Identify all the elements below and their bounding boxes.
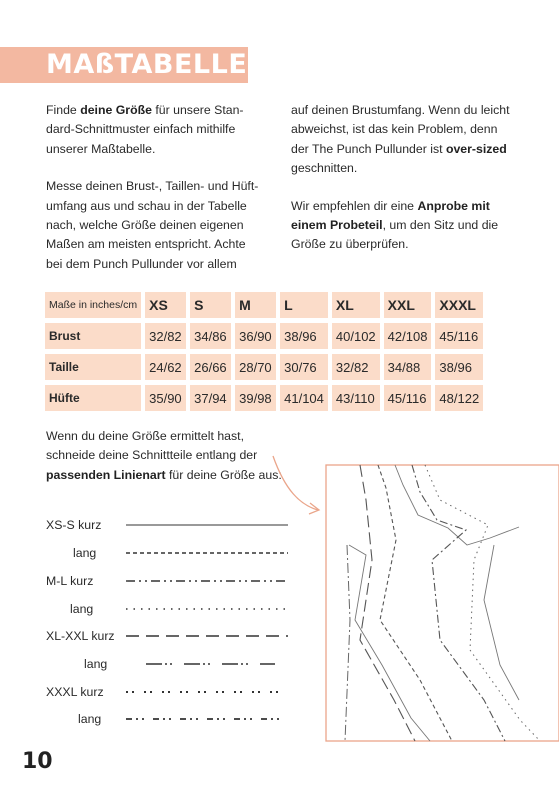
legend-label: M-L kurz: [46, 574, 94, 588]
bold-text: deine Größe: [80, 103, 152, 117]
table-cell: 41/104: [280, 385, 328, 411]
text-run: Wir empfehlen dir eine: [291, 198, 418, 213]
size-header: S: [190, 292, 231, 318]
size-header: XL: [332, 292, 380, 318]
legend-label: lang: [73, 546, 97, 560]
table-cell: 37/94: [190, 385, 231, 411]
legend-label: XS-S kurz: [46, 518, 102, 532]
text-run: für unsere Stan-dard-Schnittmuster einfach mithilfe unserer Maßtabelle.: [46, 103, 244, 156]
table-cell: 26/66: [190, 354, 231, 380]
table-cell: 45/116: [384, 385, 432, 411]
table-cell: 36/90: [235, 323, 276, 349]
pattern-line-solid-right: [484, 545, 519, 700]
page-title: MAßTABELLE: [46, 49, 248, 80]
legend-label: lang: [78, 712, 102, 726]
bold-text: Anprobe mit einem Probeteil: [291, 198, 490, 233]
pointer-arrow: [273, 456, 318, 510]
table-cell: 24/62: [145, 354, 186, 380]
table-cell: 34/86: [190, 323, 231, 349]
size-header: XXXL: [435, 292, 483, 318]
legend-label: XXXL kurz: [46, 685, 104, 699]
text-run: für deine Größe aus:: [165, 467, 282, 482]
pattern-line-dotted: [425, 465, 540, 741]
table-cell: 38/96: [435, 354, 483, 380]
pattern-line-dashdot: [412, 465, 505, 741]
text-run: Finde: [46, 103, 81, 117]
table-cell: 32/82: [145, 323, 186, 349]
text-run: Wenn du deine Größe ermittelt hast, schneide deine Schnittteile entlang der: [46, 429, 258, 463]
bold-text: over-sized: [445, 141, 507, 156]
row-label: Hüfte: [45, 385, 141, 411]
table-cell: 34/88: [384, 354, 432, 380]
page-number: 10: [22, 749, 53, 774]
text-run: , um den Sitz und die Größe zu überprüfen.: [291, 218, 499, 252]
table-cell: 45/116: [435, 323, 483, 349]
text-run: Messe deinen Brust-, Taillen- und Hüft-umfang aus und schau in der Tabelle nach, welche Größe deinen eigenen Maßen am meisten entspricht. Achte bei dem Punch Pullunder vor allem: [46, 179, 259, 271]
pattern-line-outer: [345, 545, 350, 741]
pattern-line-solid: [349, 465, 519, 741]
table-cell: 43/110: [332, 385, 380, 411]
pattern-illustration: [326, 465, 559, 741]
row-label: Brust: [45, 323, 141, 349]
size-header: L: [280, 292, 328, 318]
legend-label: lang: [70, 602, 94, 616]
table-cell: 35/90: [145, 385, 186, 411]
size-header: XXL: [384, 292, 432, 318]
table-cell: 40/102: [332, 323, 380, 349]
table-cell: 42/108: [384, 323, 432, 349]
table-cell: 32/82: [332, 354, 380, 380]
row-label: Taille: [45, 354, 141, 380]
size-header: XS: [145, 292, 186, 318]
table-cell: 28/70: [235, 354, 276, 380]
legend-label: lang: [84, 657, 108, 671]
text-run: auf deinen Brustumfang. Wenn du leicht abweichst, ist das kein Problem, denn der The Punch Pullunder ist: [291, 103, 510, 156]
bold-text: passenden Linienart: [46, 467, 166, 482]
legend-label: XL-XXL kurz: [46, 629, 115, 643]
size-header: M: [235, 292, 276, 318]
table-cell: 39/98: [235, 385, 276, 411]
table-cell: 48/122: [435, 385, 483, 411]
table-cell: 38/96: [280, 323, 328, 349]
unit-label: Maße in inches/cm: [45, 292, 141, 318]
pattern-frame: [326, 465, 559, 741]
text-run: geschnitten.: [291, 161, 358, 176]
pattern-line-longdash: [360, 465, 415, 741]
pattern-line-dashed: [378, 465, 452, 741]
table-cell: 30/76: [280, 354, 328, 380]
